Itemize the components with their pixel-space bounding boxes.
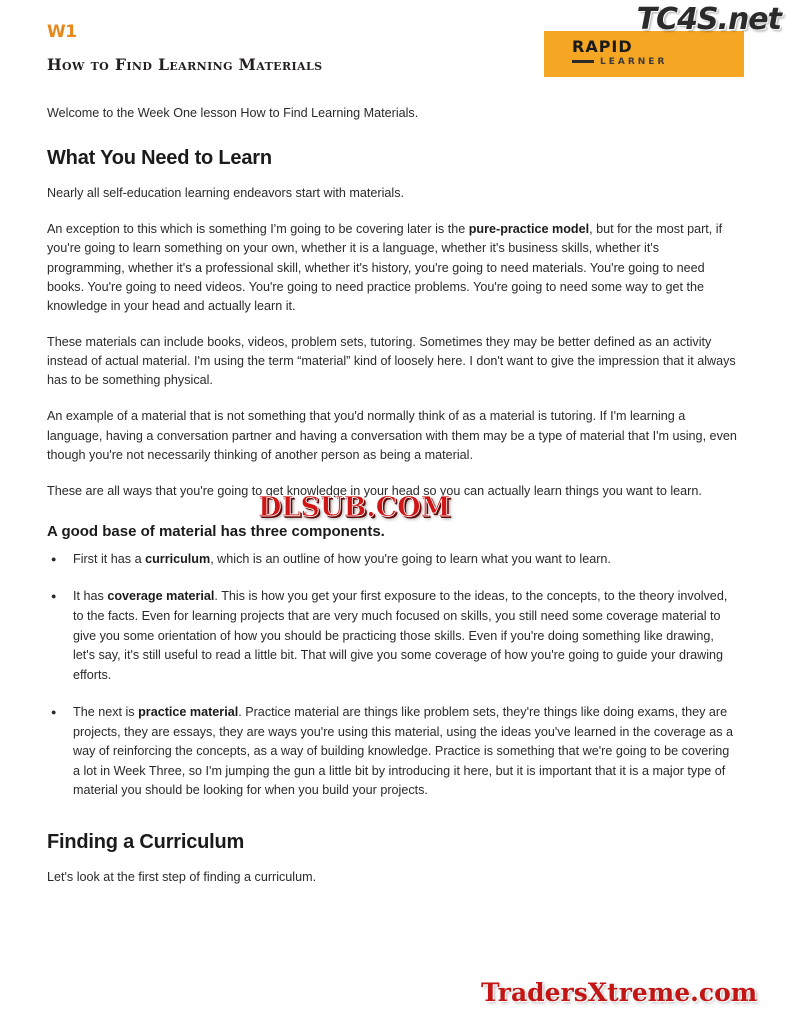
paragraph-2-bold: pure-practice model — [468, 222, 590, 237]
page-title: How to Find Learning Materials — [47, 55, 323, 74]
list-item-pre: First it has a — [73, 551, 146, 566]
document-header — [0, 0, 791, 92]
section-heading-finding-a-curriculum: Finding a Curriculum — [47, 830, 245, 853]
list-item — [47, 703, 737, 801]
list-item-post: , which is an outline of how you're going to learn what you want to learn. — [210, 551, 611, 566]
logo-bar-icon — [572, 60, 594, 63]
watermark-top-right: TC4S.net — [636, 2, 781, 37]
logo-learner-text: LEARNER — [600, 57, 668, 67]
list-item — [47, 587, 737, 685]
paragraph-5: These are all ways that you're going to get knowledge in your head so you can actually learn things you want to learn. — [47, 483, 702, 498]
subheading-three-components: A good base of material has three components. — [47, 522, 385, 540]
list-item-post: . Practice material are things like problem sets, they're things like doing exams, they are projects, they are essays, they are ways you're using this material, using the ideas you've learned in the coverage as a way of reinforcing the concepts, as a way of building knowledge. Practice is something that we're going to be covering a lot in Week Three, so I'm jumping the gun a little bit by introducing it here, but it is important that it is a major type of material you should be looking for when you build your projects. — [73, 705, 734, 798]
list-item-bold: practice material — [138, 705, 239, 720]
section-heading-what-you-need-to-learn: What You Need to Learn — [47, 147, 272, 170]
logo-rapid-text: RAPID — [572, 37, 633, 56]
paragraph-3: These materials can include books, videos, problem sets, tutoring. Sometimes they may be better defined as an activity instead of actual material. I'm using the term “material” kind of loosely here. I don't want to give the impression that it always has to be something physical. — [47, 334, 736, 388]
components-list — [47, 550, 737, 801]
list-item-bold: coverage material — [107, 589, 215, 604]
watermark-bottom: TradersXtreme.com — [481, 978, 758, 1007]
paragraph-1: Nearly all self-education learning endeavors start with materials. — [47, 186, 404, 201]
list-item-pre: It has — [73, 589, 108, 604]
rapid-learner-logo — [544, 31, 744, 77]
paragraph-6: Let's look at the first step of finding a curriculum. — [47, 869, 317, 884]
list-item-bold: curriculum — [145, 551, 211, 566]
paragraph-2-pre: An exception to this which is something I'm going to be covering later is the — [47, 222, 469, 237]
list-item-pre: The next is — [73, 705, 139, 720]
paragraph-2 — [47, 220, 737, 316]
paragraph-4: An example of a material that is not something that you'd normally think of as a material is tutoring. If I'm learning a language, having a conversation partner and having a conversation with them may be a type of material that I'm using, even though you're not necessarily thinking of another person as being a material. — [47, 409, 737, 462]
document-content — [47, 104, 737, 904]
intro-paragraph: Welcome to the Week One lesson How to Find Learning Materials. — [47, 106, 419, 120]
watermark-center: DLSUB.COM — [258, 492, 451, 523]
paragraph-2-post: , but for the most part, if you're going to learn something on your own, whether it is a language, whether it's business skills, whether it's programming, whether it's a professional skill, whether it's history, you're going to need materials. You're going to need books. You're going to need videos. You're going to need practice problems. You're going to need some way to get the knowledge in your head and actually learn it. — [47, 222, 723, 313]
list-item-post: . This is how you get your first exposure to the ideas, to the concepts, to the theory involved, to the facts. Even for learning projects that are very much focused on skills, you still need some coverage material to give you some orientation of how you should be practicing those skills. Even if you're doing something like drawing, let's say, it's still useful to read a little bit. That will give you some coverage of how you're going to guide your drawing efforts. — [73, 589, 728, 682]
week-label: W1 — [47, 22, 77, 42]
list-item — [47, 550, 737, 570]
